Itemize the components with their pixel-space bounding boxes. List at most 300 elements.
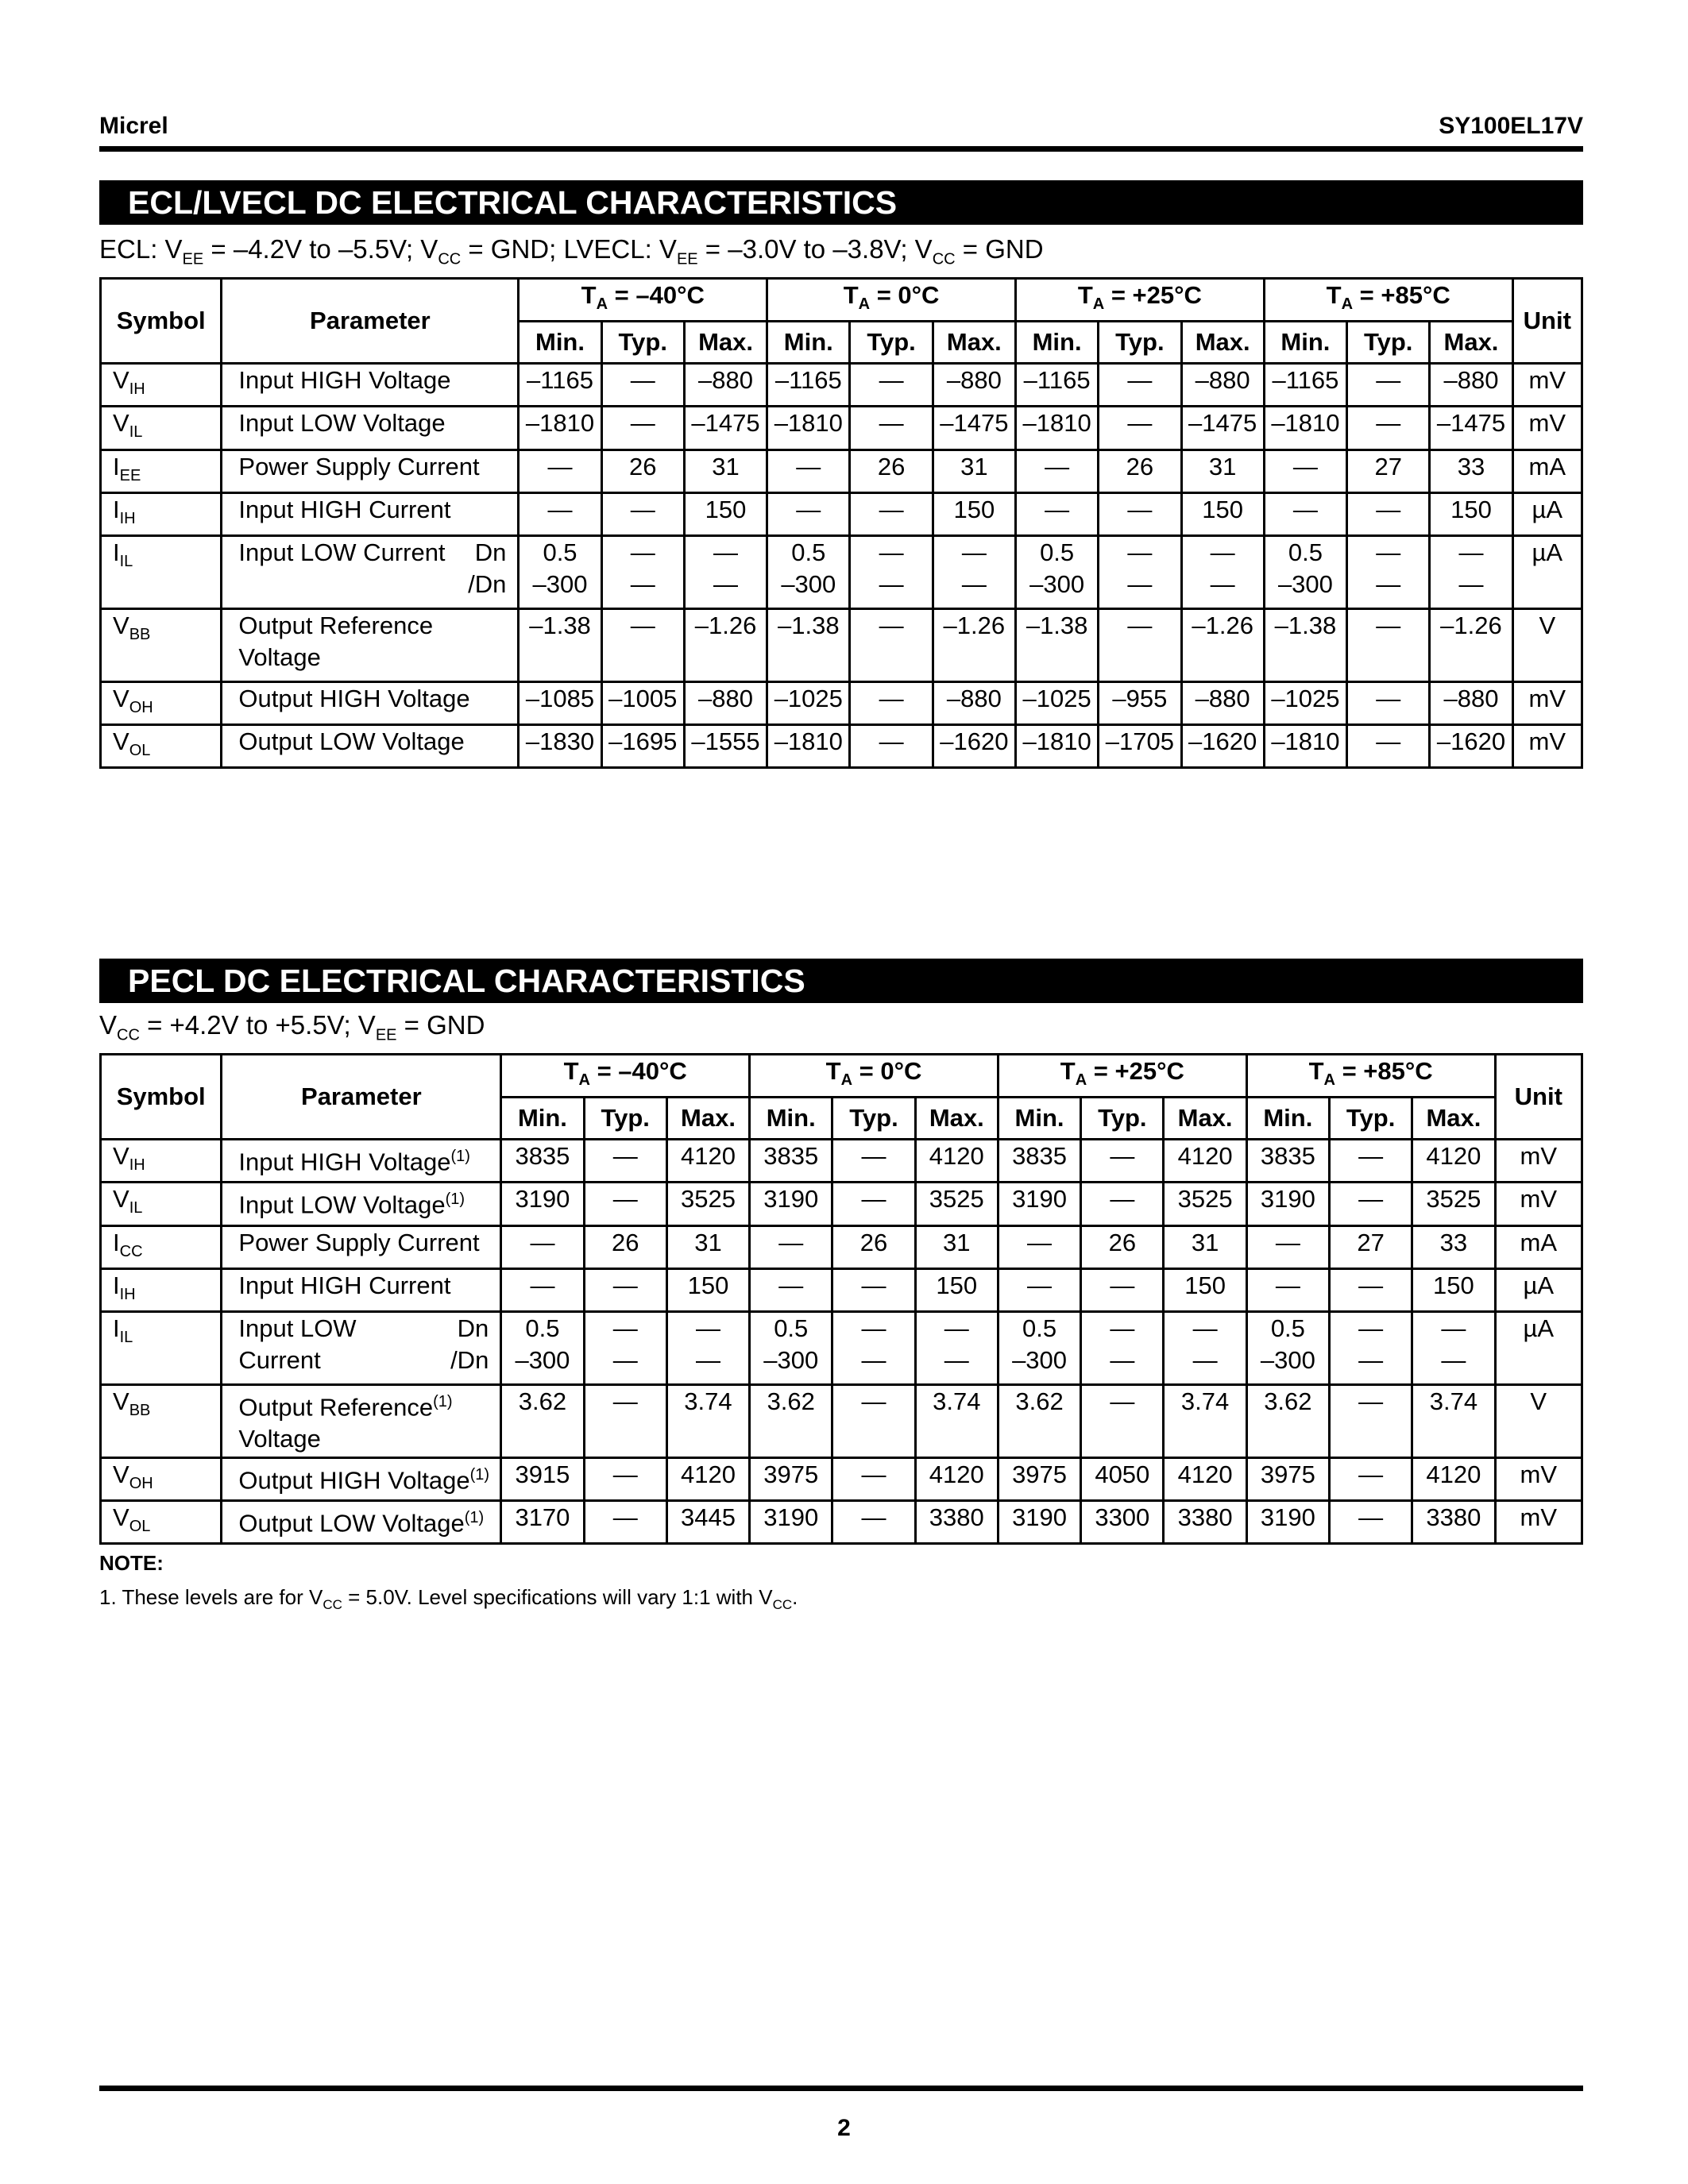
symbol-cell: $I_{IH}$ [101, 1268, 222, 1311]
unit-cell: µA [1512, 492, 1582, 535]
unit-cell: µA [1495, 1311, 1582, 1384]
table-row [101, 450, 1582, 492]
value-cell: — [832, 1140, 915, 1183]
value-cell: –1025 [1015, 681, 1098, 724]
value-cell: 3915 [501, 1457, 584, 1500]
parameter-cell: Input LOW Current Dn /Dn [222, 535, 519, 608]
table-row [101, 1457, 1582, 1500]
ecl-section-title: ECL/LVECL DC ELECTRICAL CHARACTERISTICS [99, 180, 1583, 225]
value-cell: — [850, 407, 933, 450]
value-cell: — — [1181, 535, 1264, 608]
table-row [101, 364, 1582, 407]
value-cell: — [767, 450, 850, 492]
value-cell: –1705 [1099, 725, 1181, 768]
symbol-cell: $V_{OL}$ [101, 725, 222, 768]
header-row-temps [101, 279, 1582, 322]
value-cell: 3380 [915, 1501, 998, 1544]
value-cell: — — [1330, 1311, 1412, 1384]
value-cell: 33 [1430, 450, 1512, 492]
value-cell: 4120 [915, 1140, 998, 1183]
parameter-cell: Power Supply Current [222, 450, 519, 492]
column-header-max: Max. [1430, 322, 1512, 364]
value-cell: — — [666, 1311, 749, 1384]
header-rule [99, 146, 1583, 152]
value-cell: –1620 [1181, 725, 1264, 768]
column-header-max: Max. [1412, 1098, 1495, 1140]
parameter-cell: Power Supply Current [222, 1225, 501, 1268]
value-cell: — [601, 492, 684, 535]
value-cell: –1.38 [519, 608, 601, 681]
value-cell: 3.74 [1164, 1384, 1246, 1457]
column-header-min: Min. [519, 322, 601, 364]
value-cell: — [1347, 681, 1430, 724]
value-cell: 3190 [998, 1183, 1080, 1225]
value-cell: — [584, 1457, 666, 1500]
column-header-typ: Typ. [584, 1098, 666, 1140]
value-cell: 3190 [750, 1501, 832, 1544]
parameter-cell: Output LOW Voltage [222, 725, 519, 768]
value-cell: 0.5 –300 [750, 1311, 832, 1384]
column-header-min: Min. [1246, 1098, 1329, 1140]
column-header-max: Max. [1181, 322, 1264, 364]
value-cell: — [1081, 1384, 1164, 1457]
unit-cell: mV [1512, 725, 1582, 768]
note-text: 1. These levels are for $V_{CC} = 5.0V$. Level specifications will vary 1:1 with $V_{CC}$. [99, 1585, 798, 1613]
column-header-min: Min. [501, 1098, 584, 1140]
value-cell: –1475 [684, 407, 767, 450]
value-cell: 0.5 –300 [1246, 1311, 1329, 1384]
unit-cell: mV [1512, 364, 1582, 407]
value-cell: –880 [1430, 364, 1512, 407]
value-cell: — [519, 492, 601, 535]
value-cell: 3190 [1246, 1183, 1329, 1225]
value-cell: –880 [1430, 681, 1512, 724]
value-cell: 3.74 [1412, 1384, 1495, 1457]
value-cell: 3835 [750, 1140, 832, 1183]
value-cell: –1620 [933, 725, 1015, 768]
parameter-cell: Output Reference$^{(1)}$ Voltage [222, 1384, 501, 1457]
value-cell: — [1099, 492, 1181, 535]
column-header-min: Min. [1264, 322, 1346, 364]
value-cell: 3.62 [998, 1384, 1080, 1457]
column-header-max: Max. [666, 1098, 749, 1140]
value-cell: –1810 [1015, 725, 1098, 768]
parameter-cell: Input HIGH Voltage [222, 364, 519, 407]
value-cell: — — [1099, 535, 1181, 608]
column-header-unit: Unit [1495, 1055, 1582, 1140]
value-cell: 3445 [666, 1501, 749, 1544]
unit-cell: mV [1512, 681, 1582, 724]
value-cell: –1005 [601, 681, 684, 724]
value-cell: 3380 [1412, 1501, 1495, 1544]
column-header-temperature: $T_A = -40^\circ C$ [501, 1055, 750, 1098]
column-header-temperature: $T_A = +85^\circ C$ [1246, 1055, 1495, 1098]
value-cell: –1810 [1264, 725, 1346, 768]
value-cell: 4120 [1412, 1457, 1495, 1500]
value-cell: 0.5 –300 [519, 535, 601, 608]
value-cell: 26 [832, 1225, 915, 1268]
value-cell: 0.5 –300 [998, 1311, 1080, 1384]
value-cell: –1555 [684, 725, 767, 768]
value-cell: 27 [1347, 450, 1430, 492]
value-cell: –1025 [1264, 681, 1346, 724]
value-cell: — [850, 608, 933, 681]
value-cell: 3835 [1246, 1140, 1329, 1183]
parameter-cell: Output HIGH Voltage [222, 681, 519, 724]
value-cell: 4120 [915, 1457, 998, 1500]
value-cell: 31 [915, 1225, 998, 1268]
value-cell: — [1347, 608, 1430, 681]
column-header-typ: Typ. [832, 1098, 915, 1140]
column-header-max: Max. [933, 322, 1015, 364]
value-cell: — [850, 725, 933, 768]
value-cell: 3975 [1246, 1457, 1329, 1500]
value-cell: 33 [1412, 1225, 1495, 1268]
value-cell: — — [584, 1311, 666, 1384]
value-cell: 3190 [750, 1183, 832, 1225]
parameter-cell: Input HIGH Current [222, 1268, 501, 1311]
value-cell: 26 [1081, 1225, 1164, 1268]
value-cell: 3835 [998, 1140, 1080, 1183]
column-header-temperature: $T_A = 0^\circ C$ [767, 279, 1016, 322]
table-row [101, 1268, 1582, 1311]
value-cell: –1810 [767, 407, 850, 450]
value-cell: — — [1347, 535, 1430, 608]
value-cell: — [832, 1268, 915, 1311]
value-cell: — [850, 681, 933, 724]
value-cell: — [750, 1268, 832, 1311]
value-cell: 26 [850, 450, 933, 492]
value-cell: –1695 [601, 725, 684, 768]
value-cell: –880 [1181, 681, 1264, 724]
value-cell: 3.62 [1246, 1384, 1329, 1457]
value-cell: — [501, 1268, 584, 1311]
value-cell: 3525 [915, 1183, 998, 1225]
column-header-typ: Typ. [1347, 322, 1430, 364]
value-cell: 3525 [1412, 1183, 1495, 1225]
value-cell: — [998, 1225, 1080, 1268]
symbol-cell: $V_{IH}$ [101, 364, 222, 407]
value-cell: 3190 [1246, 1501, 1329, 1544]
table-row [101, 681, 1582, 724]
table-row [101, 1140, 1582, 1183]
parameter-cell: Output LOW Voltage$^{(1)}$ [222, 1501, 501, 1544]
parameter-cell: Input LOW Voltage [222, 407, 519, 450]
value-cell: –880 [933, 364, 1015, 407]
table-row [101, 1183, 1582, 1225]
unit-cell: mV [1495, 1183, 1582, 1225]
symbol-cell: $I_{EE}$ [101, 450, 222, 492]
value-cell: — [1264, 492, 1346, 535]
value-cell: 150 [666, 1268, 749, 1311]
value-cell: — [601, 364, 684, 407]
value-cell: — [1347, 492, 1430, 535]
unit-cell: mV [1495, 1501, 1582, 1544]
column-header-temperature: $T_A = -40^\circ C$ [519, 279, 767, 322]
value-cell: — [1347, 725, 1430, 768]
unit-cell: mA [1512, 450, 1582, 492]
column-header-typ: Typ. [1099, 322, 1181, 364]
ecl-conditions: ECL: $V_{EE} = -4.2V$ to –5.5V; $V_{CC}$ = GND; LVECL: $V_{EE} = -3.0V$ to –3.8V; $V_{CC}$ = GND [99, 234, 1044, 268]
table-row [101, 492, 1582, 535]
value-cell: 150 [1164, 1268, 1246, 1311]
symbol-cell: $V_{IL}$ [101, 407, 222, 450]
value-cell: 150 [915, 1268, 998, 1311]
value-cell: — [1330, 1384, 1412, 1457]
value-cell: — [767, 492, 850, 535]
header-part-number: SY100EL17V [1439, 113, 1583, 139]
value-cell: 3190 [501, 1183, 584, 1225]
value-cell: –1165 [1264, 364, 1346, 407]
table-row [101, 608, 1582, 681]
column-header-parameter: Parameter [222, 1055, 501, 1140]
value-cell: — [519, 450, 601, 492]
value-cell: 31 [666, 1225, 749, 1268]
unit-cell: µA [1512, 535, 1582, 608]
value-cell: –1165 [519, 364, 601, 407]
value-cell: 0.5 –300 [767, 535, 850, 608]
column-header-symbol: Symbol [101, 1055, 222, 1140]
value-cell: –1.38 [1264, 608, 1346, 681]
value-cell: 31 [933, 450, 1015, 492]
value-cell: –955 [1099, 681, 1181, 724]
value-cell: — — [933, 535, 1015, 608]
column-header-typ: Typ. [1081, 1098, 1164, 1140]
column-header-min: Min. [767, 322, 850, 364]
value-cell: — [584, 1183, 666, 1225]
column-header-unit: Unit [1512, 279, 1582, 364]
value-cell: — [1330, 1140, 1412, 1183]
pecl-section-title: PECL DC ELECTRICAL CHARACTERISTICS [99, 959, 1583, 1003]
symbol-cell: $V_{OH}$ [101, 1457, 222, 1500]
value-cell: 4050 [1081, 1457, 1164, 1500]
table-row [101, 1384, 1582, 1457]
value-cell: — [1347, 407, 1430, 450]
value-cell: 3525 [1164, 1183, 1246, 1225]
value-cell: 3975 [998, 1457, 1080, 1500]
value-cell: — [601, 608, 684, 681]
table-row [101, 1501, 1582, 1544]
value-cell: –1810 [767, 725, 850, 768]
value-cell: — — [850, 535, 933, 608]
value-cell: 4120 [1164, 1140, 1246, 1183]
value-cell: 3170 [501, 1501, 584, 1544]
value-cell: — [1330, 1457, 1412, 1500]
value-cell: –1810 [519, 407, 601, 450]
column-header-min: Min. [1015, 322, 1098, 364]
value-cell: — [601, 407, 684, 450]
value-cell: –1.26 [684, 608, 767, 681]
symbol-cell: $I_{IL}$ [101, 535, 222, 608]
parameter-cell: Input LOW Dn Current /Dn [222, 1311, 501, 1384]
value-cell: –1085 [519, 681, 601, 724]
value-cell: 31 [684, 450, 767, 492]
value-cell: — [584, 1384, 666, 1457]
value-cell: — [832, 1183, 915, 1225]
value-cell: — [1099, 364, 1181, 407]
value-cell: — [1099, 608, 1181, 681]
value-cell: 3.62 [501, 1384, 584, 1457]
value-cell: — — [684, 535, 767, 608]
symbol-cell: $I_{IH}$ [101, 492, 222, 535]
value-cell: — [1246, 1268, 1329, 1311]
unit-cell: µA [1495, 1268, 1582, 1311]
value-cell: –1165 [767, 364, 850, 407]
value-cell: –1.26 [1430, 608, 1512, 681]
column-header-max: Max. [1164, 1098, 1246, 1140]
value-cell: –1830 [519, 725, 601, 768]
value-cell: 26 [1099, 450, 1181, 492]
column-header-temperature: $T_A = +25^\circ C$ [1015, 279, 1264, 322]
value-cell: — [1081, 1140, 1164, 1183]
symbol-cell: $V_{BB}$ [101, 1384, 222, 1457]
value-cell: –1810 [1264, 407, 1346, 450]
value-cell: –1.38 [1015, 608, 1098, 681]
column-header-parameter: Parameter [222, 279, 519, 364]
page-number: 2 [837, 2115, 851, 2141]
parameter-cell: Output HIGH Voltage$^{(1)}$ [222, 1457, 501, 1500]
header-company: Micrel [99, 113, 168, 139]
value-cell: 150 [1412, 1268, 1495, 1311]
unit-cell: V [1512, 608, 1582, 681]
value-cell: 26 [601, 450, 684, 492]
column-header-temperature: $T_A = +25^\circ C$ [998, 1055, 1246, 1098]
value-cell: — [1330, 1268, 1412, 1311]
value-cell: — [1246, 1225, 1329, 1268]
parameter-cell: Input HIGH Current [222, 492, 519, 535]
column-header-typ: Typ. [601, 322, 684, 364]
value-cell: –1475 [933, 407, 1015, 450]
table-row [101, 535, 1582, 608]
value-cell: — [850, 492, 933, 535]
value-cell: 26 [584, 1225, 666, 1268]
value-cell: — [750, 1225, 832, 1268]
value-cell: –1475 [1430, 407, 1512, 450]
value-cell: 0.5 –300 [501, 1311, 584, 1384]
column-header-max: Max. [684, 322, 767, 364]
value-cell: 31 [1164, 1225, 1246, 1268]
table-row [101, 1311, 1582, 1384]
value-cell: — — [1430, 535, 1512, 608]
value-cell: –880 [933, 681, 1015, 724]
value-cell: 4120 [666, 1457, 749, 1500]
column-header-symbol: Symbol [101, 279, 222, 364]
table-row [101, 407, 1582, 450]
value-cell: 150 [933, 492, 1015, 535]
value-cell: — [1081, 1268, 1164, 1311]
value-cell: — [584, 1501, 666, 1544]
column-header-min: Min. [998, 1098, 1080, 1140]
value-cell: — [1264, 450, 1346, 492]
value-cell: — [584, 1268, 666, 1311]
symbol-cell: $I_{CC}$ [101, 1225, 222, 1268]
value-cell: 3975 [750, 1457, 832, 1500]
table-row [101, 725, 1582, 768]
value-cell: — — [1081, 1311, 1164, 1384]
unit-cell: mA [1495, 1225, 1582, 1268]
value-cell: 0.5 –300 [1264, 535, 1346, 608]
symbol-cell: $V_{OH}$ [101, 681, 222, 724]
value-cell: –880 [1181, 364, 1264, 407]
table-row [101, 1225, 1582, 1268]
value-cell: –880 [684, 364, 767, 407]
note-title: NOTE: [99, 1551, 164, 1575]
parameter-cell: Input HIGH Voltage$^{(1)}$ [222, 1140, 501, 1183]
value-cell: — [1347, 364, 1430, 407]
value-cell: — [998, 1268, 1080, 1311]
value-cell: 150 [684, 492, 767, 535]
ecl-dc-characteristics-table [99, 277, 1583, 769]
value-cell: — — [1412, 1311, 1495, 1384]
value-cell: –1.26 [933, 608, 1015, 681]
pecl-dc-characteristics-table [99, 1053, 1583, 1545]
value-cell: –1.38 [767, 608, 850, 681]
unit-cell: V [1495, 1384, 1582, 1457]
header-row-temps [101, 1055, 1582, 1098]
symbol-cell: $V_{IL}$ [101, 1183, 222, 1225]
column-header-temperature: $T_A = 0^\circ C$ [750, 1055, 999, 1098]
value-cell: –1.26 [1181, 608, 1264, 681]
symbol-cell: $V_{IH}$ [101, 1140, 222, 1183]
column-header-max: Max. [915, 1098, 998, 1140]
value-cell: –1165 [1015, 364, 1098, 407]
column-header-temperature: $T_A = +85^\circ C$ [1264, 279, 1512, 322]
column-header-typ: Typ. [1330, 1098, 1412, 1140]
value-cell: — — [1164, 1311, 1246, 1384]
value-cell: — [1081, 1183, 1164, 1225]
value-cell: — [1099, 407, 1181, 450]
value-cell: 4120 [1164, 1457, 1246, 1500]
value-cell: 3525 [666, 1183, 749, 1225]
value-cell: 27 [1330, 1225, 1412, 1268]
value-cell: — [832, 1384, 915, 1457]
value-cell: — [832, 1501, 915, 1544]
value-cell: — [1330, 1501, 1412, 1544]
value-cell: 3300 [1081, 1501, 1164, 1544]
pecl-conditions: $V_{CC} = +4.2V$ to +5.5V; $V_{EE}$ = GND [99, 1010, 485, 1044]
value-cell: 4120 [666, 1140, 749, 1183]
value-cell: — — [832, 1311, 915, 1384]
value-cell: — [850, 364, 933, 407]
value-cell: 3190 [998, 1501, 1080, 1544]
value-cell: — [832, 1457, 915, 1500]
unit-cell: mV [1495, 1140, 1582, 1183]
value-cell: 3.74 [666, 1384, 749, 1457]
symbol-cell: $I_{IL}$ [101, 1311, 222, 1384]
value-cell: — [1015, 450, 1098, 492]
value-cell: –880 [684, 681, 767, 724]
value-cell: — [1330, 1183, 1412, 1225]
value-cell: 150 [1430, 492, 1512, 535]
value-cell: –1475 [1181, 407, 1264, 450]
value-cell: 31 [1181, 450, 1264, 492]
value-cell: 4120 [1412, 1140, 1495, 1183]
parameter-cell: Input LOW Voltage$^{(1)}$ [222, 1183, 501, 1225]
value-cell: 3.62 [750, 1384, 832, 1457]
unit-cell: mV [1512, 407, 1582, 450]
footer-rule [99, 2086, 1583, 2091]
unit-cell: mV [1495, 1457, 1582, 1500]
value-cell: 3.74 [915, 1384, 998, 1457]
value-cell: — [501, 1225, 584, 1268]
column-header-min: Min. [750, 1098, 832, 1140]
value-cell: — [1015, 492, 1098, 535]
value-cell: –1025 [767, 681, 850, 724]
value-cell: — [584, 1140, 666, 1183]
parameter-cell: Output Reference Voltage [222, 608, 519, 681]
value-cell: — — [601, 535, 684, 608]
value-cell: 0.5 –300 [1015, 535, 1098, 608]
